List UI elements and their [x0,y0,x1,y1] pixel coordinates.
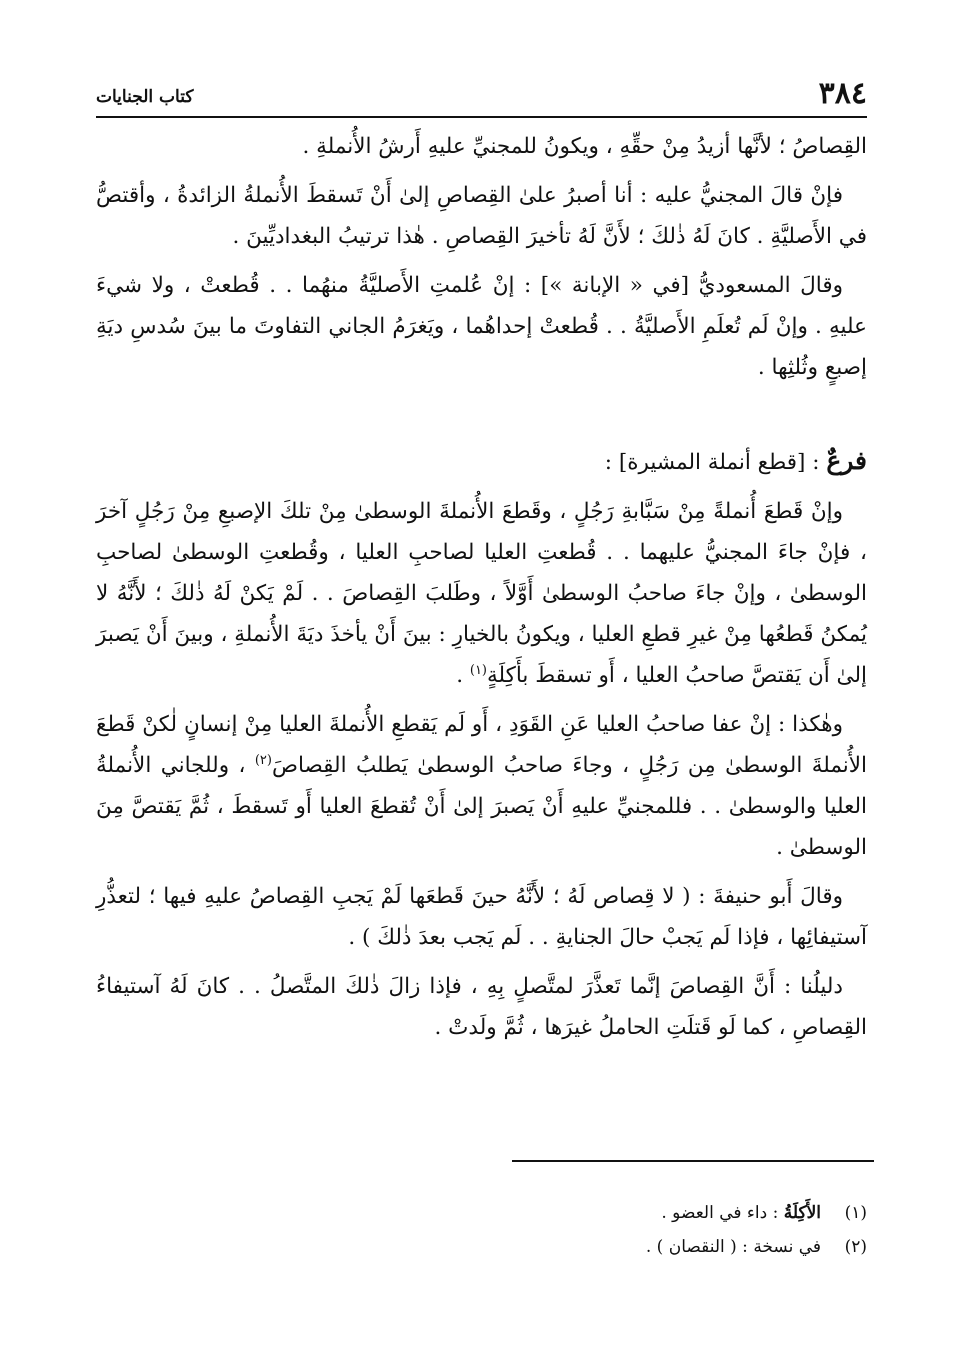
paragraph-5 [96,704,867,868]
paragraph-5-text-a: وهٰكذا : إنْ عفا صاحبُ العليا عَنِ القَوَدِ ، أَو لَم يَقطعِ الأُنملةَ العليا مِنْ إنسانٍ لٰكنْ قَطعَ الأُنملةَ الوسطىٰ مِن رَجُلٍ ، وجاءَ صاحبُ الوسطىٰ يَطلبُ القِصاصَ [96,712,867,778]
paragraph-6: وقالَ أَبو حنيفةَ : ( لا قِصاص لَهُ ؛ لأَنَّهُ حينَ قَطعَها لَمْ يَجبِ القِصاصُ عليهِ فيها ؛ لتعذُّرِ آستيفائِها ، فإذا لَم يَجبْ حالَ الجنايةِ . . لَم يَجب بعدَ ذٰلكَ ) . [96,884,867,950]
paragraph-1: القِصاصُ ؛ لأنَّها أزيدُ مِنْ حقِّهِ ، ويكونُ للمجنيِّ عليهِ أَرشُ الأُنملةِ . [302,134,867,159]
paragraph-2: فإنْ قالَ المجنيُّ عليه : أنا أصبرُ علىٰ القِصاصِ إلىٰ أَنْ تَسقطَ الأُنملةُ الزائدةُ ، وأقتصُّ في الأَصليَّةِ . كانَ لَهُ ذٰلكَ ؛ لأَنَّ لَهُ تأخيرَ القِصاصِ . هٰذا ترتيبُ البغداديِّينَ . [96,183,867,249]
paragraph-3: وقالَ المسعوديُّ [في « الإبانة »] : إنْ عُلمتِ الأَصليَّةُ منهُما . . قُطعتْ ، ولا شيءَ عليهِ . وإنْ لَم تُعلَمِ الأَصليَّةُ . . قُطعتْ إحداهُما ، ويَغرَمُ الجاني التفاوتَ ما بينَ سُدسِ ديَةِ إصبعٍ وثُلثِها . [96,273,867,380]
footnotes [96,1196,867,1264]
footnote-ref-2[interactable]: (٢) [254,752,272,768]
footnote-divider [512,1160,874,1162]
paragraph-4-text: وإنْ قَطعَ أُنملةً مِنْ سَبَّابةِ رَجُلٍ ، وقَطعَ الأُنملةَ الوسطىٰ مِنْ تلكَ الإصبعِ مِنْ رَجُلٍ آخرَ ، فإنْ جاءَ المجنيُّ عليهما . . قُطعتِ العليا لصاحبِ العليا ، وقُطعتِ الوسطىٰ لصاحبِ الوسطىٰ ، وإنْ جاءَ صاحبُ الوسطىٰ أَوَّلاً ، وطَلبَ القِصاصَ . . لَمْ يَكنْ لَهُ ذٰلكَ ؛ لأَنَّهُ لا يُمكنُ قَطعُها مِنْ غيرِ قطعِ العليا ، ويكونُ بالخيارِ : بينَ أَنْ يأخذَ ديَةَ الأُنملةِ ، وبينَ أَنْ يَصبرَ إلىٰ أَن يَقتصَّ صاحبُ العليا ، أَو تسقطَ بأَكِلَةٍ [96,499,867,688]
section-heading-title: : [قطع أنملة المشيرة] : [604,450,827,475]
footnote-2 [96,1230,867,1264]
main-text [96,126,867,1056]
section-heading-label: فرعٌ [826,446,867,475]
paragraph-4 [96,491,867,696]
footnote-number: (١) [844,1203,867,1223]
running-title: كتاب الجنايات [96,87,194,107]
footnote-ref-1[interactable]: (١) [469,662,487,678]
footnote-number: (٢) [844,1237,867,1257]
footnote-1 [96,1196,867,1230]
footnote-text: في نسخة : ( النقصان ) . [645,1237,821,1257]
footnote-text: : داء في العضو . [661,1203,784,1223]
paragraph-5-text-b: ، وللجاني الأُنملةُ العليا والوسطىٰ . . فللمجنيِّ عليهِ أَنْ يَصبرَ إلىٰ أَنْ تُقطعَ العليا أَو تَسقطَ ، ثُمَّ يَقتصَّ مِنَ الوسطىٰ . [96,753,867,860]
page-header [96,72,867,118]
footnote-term: الأَكِلَةُ [783,1203,821,1223]
page-number: ٣٨٤ [818,76,867,111]
paragraph-7: دليلُنا : أَنَّ القِصاصَ إنَّما تَعذَّرَ لمتَّصلٍ بِهِ ، فإذا زالَ ذٰلكَ المتَّصلُ . . كانَ لَهُ آستيفاءُ القِصاصِ ، كما لَو قَتلَتِ الحاملُ غيرَها ، ثُمَّ ولَدتْ . [96,974,867,1040]
paragraph-4-end: . [456,663,470,688]
section-heading [96,440,867,483]
